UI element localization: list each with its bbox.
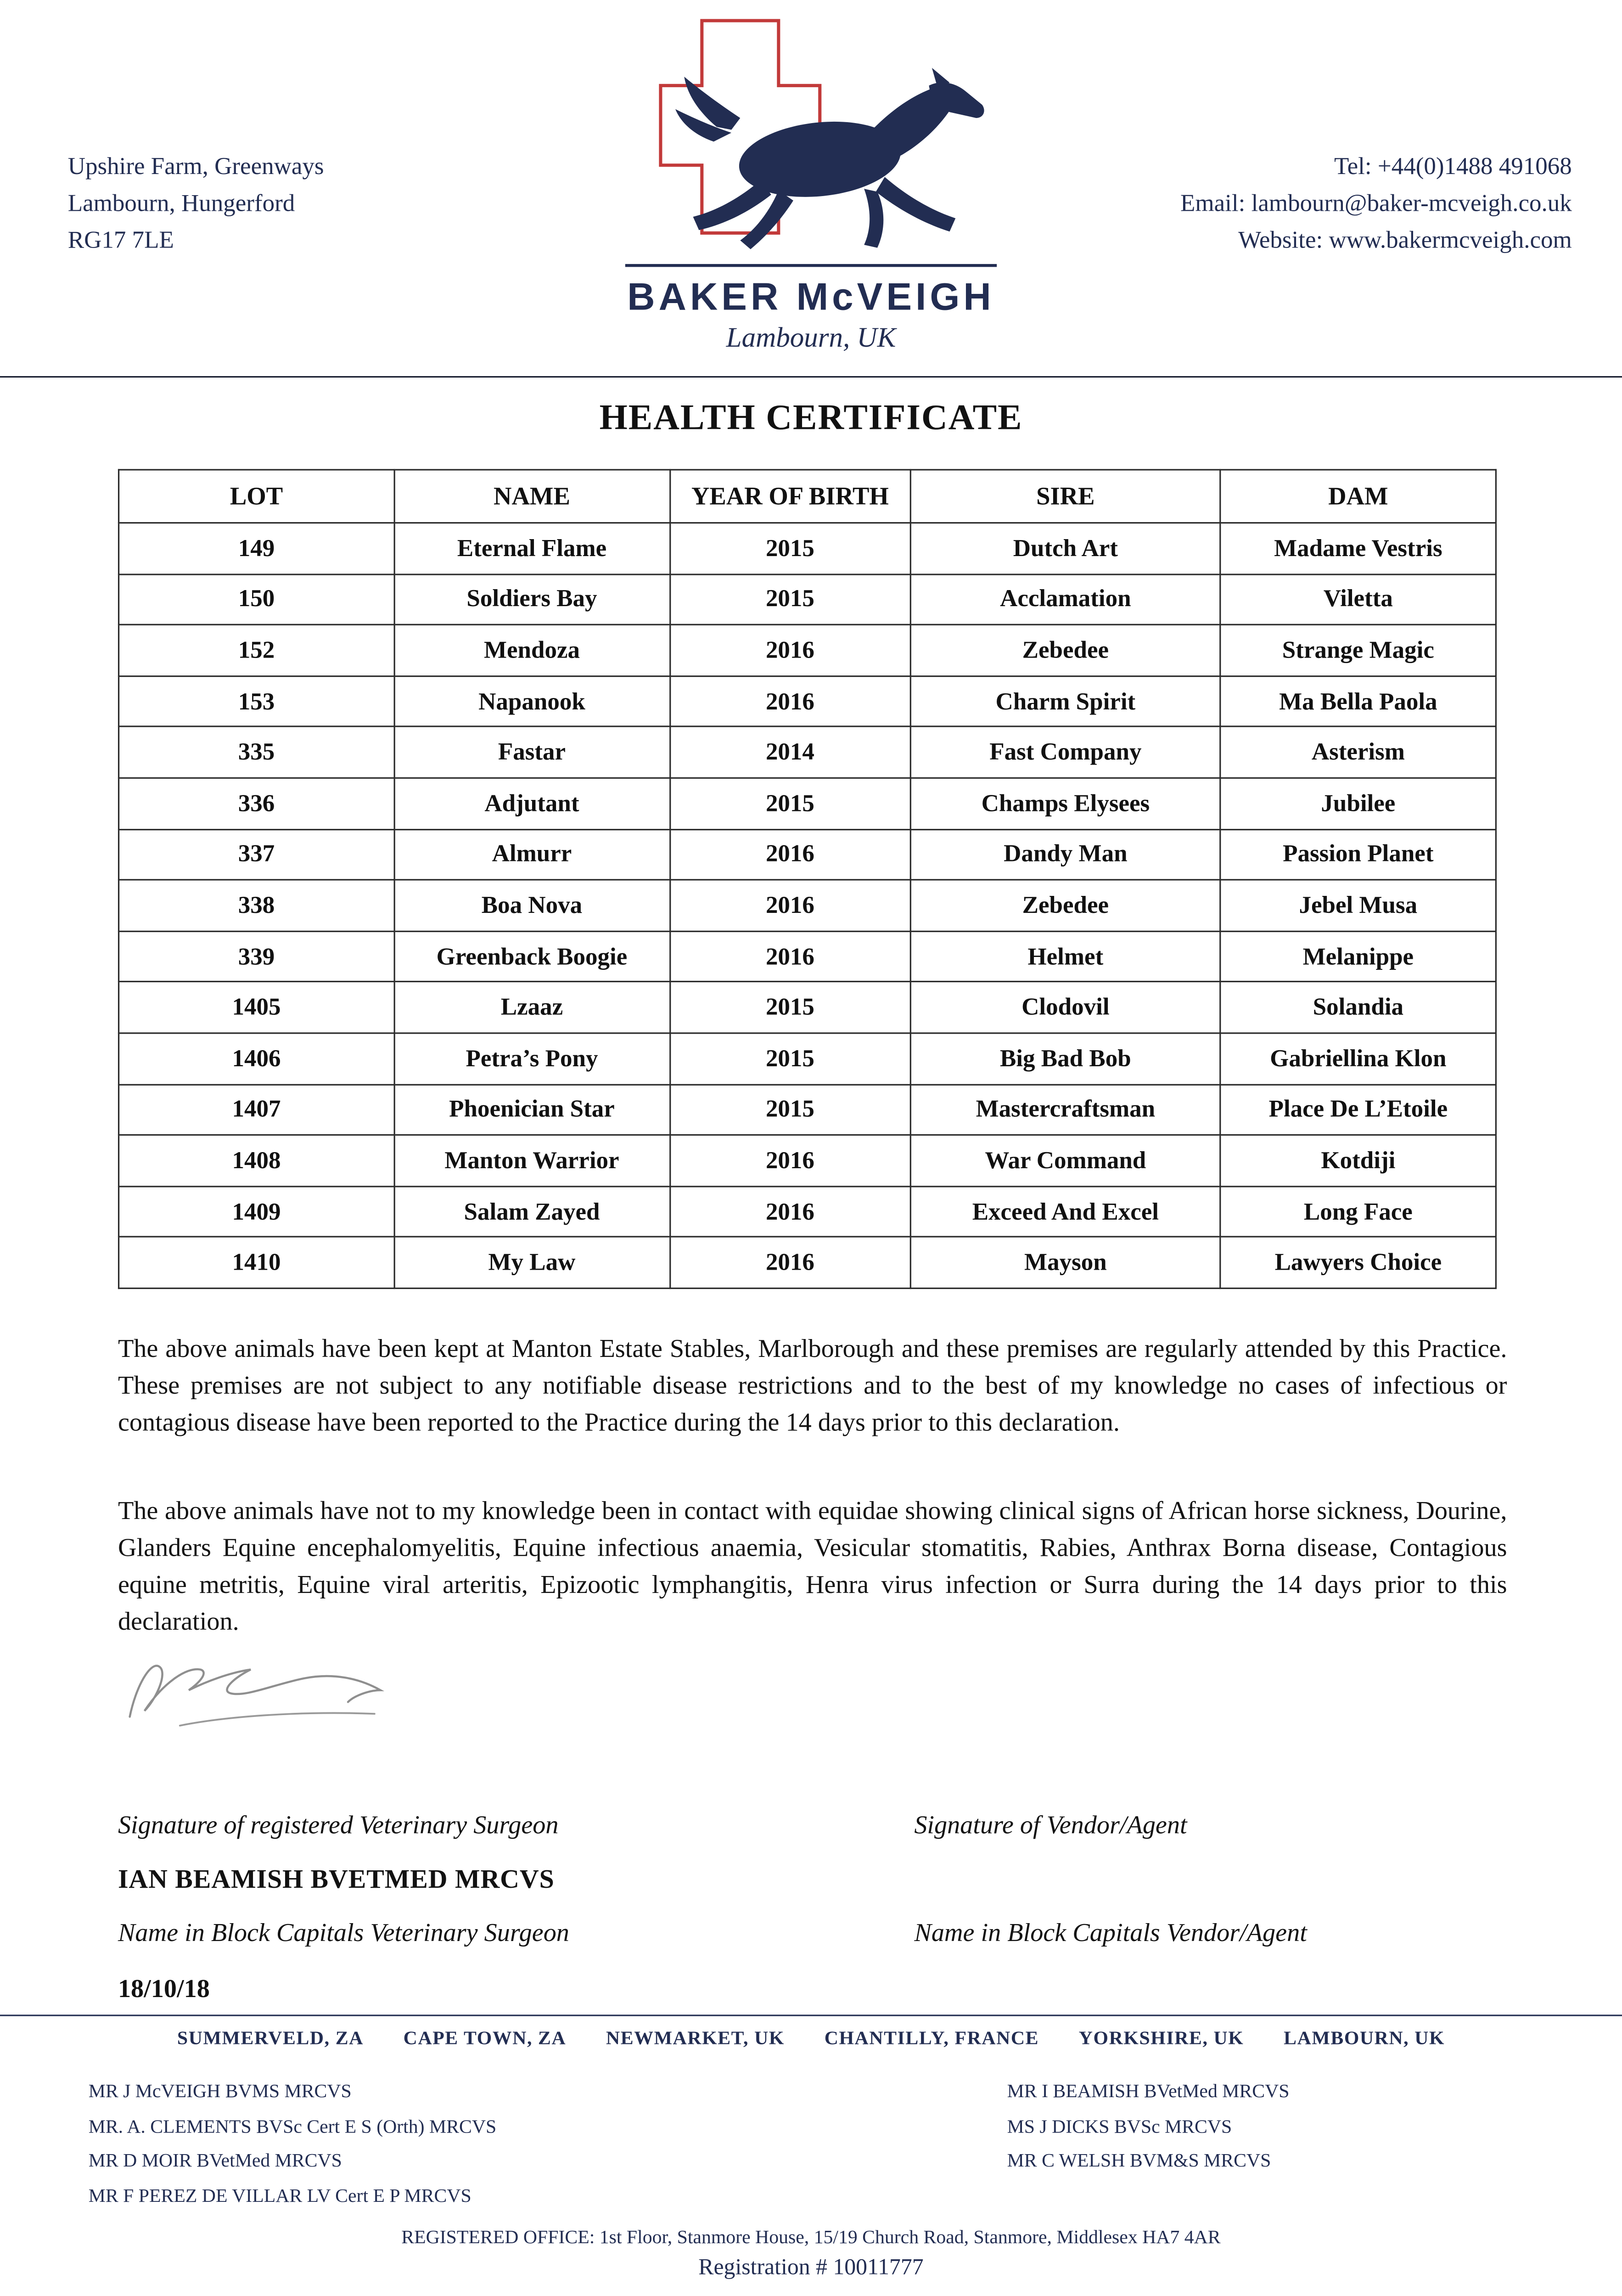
logo-divider bbox=[625, 264, 997, 267]
table-row bbox=[119, 829, 1496, 880]
table-cell: Fastar bbox=[394, 727, 670, 778]
table-cell: Mayson bbox=[910, 1237, 1220, 1288]
table-cell: 1410 bbox=[119, 1237, 394, 1288]
staff-column-left bbox=[89, 2074, 497, 2212]
table-cell: Kotdiji bbox=[1220, 1135, 1496, 1186]
table-cell: 337 bbox=[119, 829, 394, 880]
column-header: YEAR OF BIRTH bbox=[669, 470, 910, 523]
footer-location: SUMMERVELD, ZA bbox=[177, 2026, 364, 2049]
table-cell: 2016 bbox=[669, 625, 910, 676]
table-cell: 2015 bbox=[669, 778, 910, 829]
table-row bbox=[119, 982, 1496, 1033]
staff-name: MR F PEREZ DE VILLAR LV Cert E P MRCVS bbox=[88, 2183, 471, 2206]
column-header: SIRE bbox=[910, 470, 1220, 523]
table-cell: Mastercraftsman bbox=[910, 1084, 1220, 1135]
table-row bbox=[119, 880, 1496, 931]
signature-label-vet: Signature of registered Veterinary Surgeon bbox=[118, 1809, 559, 1840]
table-cell: Petra’s Pony bbox=[394, 1033, 670, 1084]
brand-name: BAKER McVEIGH bbox=[627, 274, 995, 319]
table-cell: 1406 bbox=[119, 1033, 394, 1084]
table-cell: Zebedee bbox=[910, 625, 1220, 676]
table-cell: 2016 bbox=[669, 931, 910, 982]
staff-name: MR D MOIR BVetMed MRCVS bbox=[88, 2149, 342, 2171]
column-header: NAME bbox=[394, 470, 670, 523]
table-row bbox=[119, 1084, 1496, 1135]
table-cell: Helmet bbox=[910, 931, 1220, 982]
signature-labels-row bbox=[118, 1810, 1533, 1840]
table-cell: Salam Zayed bbox=[394, 1186, 670, 1237]
table-cell: Jebel Musa bbox=[1220, 880, 1496, 931]
staff-name: MR I BEAMISH BVetMed MRCVS bbox=[1007, 2079, 1290, 2102]
brand-location: Lambourn, UK bbox=[726, 323, 896, 354]
table-cell: Boa Nova bbox=[394, 880, 670, 931]
vet-name: IAN BEAMISH BVETMED MRCVS bbox=[118, 1864, 555, 1894]
table-cell: Soldiers Bay bbox=[394, 574, 670, 625]
table-cell: 149 bbox=[119, 523, 394, 574]
table-cell: 1407 bbox=[119, 1084, 394, 1135]
table-cell: Dutch Art bbox=[910, 523, 1220, 574]
registration-number: Registration # 10011777 bbox=[698, 2255, 924, 2280]
name-labels-row bbox=[118, 1917, 1533, 1948]
table-cell: Dandy Man bbox=[910, 829, 1220, 880]
table-cell: Clodovil bbox=[910, 982, 1220, 1033]
table-cell: 2016 bbox=[669, 1237, 910, 1288]
address-line: Upshire Farm, Greenways bbox=[67, 152, 324, 180]
practice-address bbox=[68, 147, 324, 258]
contact-line: Website: www.bakermcveigh.com bbox=[1238, 225, 1572, 254]
table-cell: Ma Bella Paola bbox=[1220, 676, 1496, 727]
table-cell: Big Bad Bob bbox=[910, 1033, 1220, 1084]
footer-location: LAMBOURN, UK bbox=[1284, 2026, 1445, 2049]
table-cell: Asterism bbox=[1220, 727, 1496, 778]
footer-location: YORKSHIRE, UK bbox=[1078, 2026, 1244, 2049]
table-row bbox=[119, 727, 1496, 778]
staff-name: MR C WELSH BVM&S MRCVS bbox=[1007, 2149, 1271, 2171]
table-row bbox=[119, 1033, 1496, 1084]
table-cell: 2015 bbox=[669, 523, 910, 574]
staff-name: MS J DICKS BVSc MRCVS bbox=[1007, 2114, 1232, 2137]
table-cell: Adjutant bbox=[394, 778, 670, 829]
table-cell: 153 bbox=[119, 676, 394, 727]
table-cell: Lawyers Choice bbox=[1220, 1237, 1496, 1288]
table-cell: Zebedee bbox=[910, 880, 1220, 931]
table-cell: Manton Warrior bbox=[394, 1135, 670, 1186]
table-cell: Mendoza bbox=[394, 625, 670, 676]
footer-location: CAPE TOWN, ZA bbox=[403, 2026, 567, 2049]
table-cell: Melanippe bbox=[1220, 931, 1496, 982]
name-label-vendor: Name in Block Capitals Vendor/Agent bbox=[914, 1917, 1307, 1947]
table-cell: Long Face bbox=[1220, 1186, 1496, 1237]
staff-name: MR. A. CLEMENTS BVSc Cert E S (Orth) MRCVS bbox=[88, 2114, 497, 2137]
column-header: LOT bbox=[119, 470, 394, 523]
table-cell: 2015 bbox=[669, 1033, 910, 1084]
table-cell: Phoenician Star bbox=[394, 1084, 670, 1135]
table-cell: 2014 bbox=[669, 727, 910, 778]
table-cell: Charm Spirit bbox=[910, 676, 1220, 727]
table-cell: 2016 bbox=[669, 880, 910, 931]
table-row bbox=[119, 1237, 1496, 1288]
address-line: RG17 7LE bbox=[67, 225, 174, 254]
footer-location: NEWMARKET, UK bbox=[606, 2026, 785, 2049]
table-cell: 336 bbox=[119, 778, 394, 829]
table-cell: War Command bbox=[910, 1135, 1220, 1186]
certificate-date: 18/10/18 bbox=[118, 1973, 210, 2003]
table-cell: 1405 bbox=[119, 982, 394, 1033]
practice-logo bbox=[625, 12, 997, 254]
staff-name: MR J McVEIGH BVMS MRCVS bbox=[88, 2079, 352, 2102]
table-row bbox=[119, 1186, 1496, 1237]
column-header: DAM bbox=[1220, 470, 1496, 523]
table-row bbox=[119, 676, 1496, 727]
signature-label-vendor: Signature of Vendor/Agent bbox=[914, 1809, 1187, 1840]
footer-locations bbox=[0, 2026, 1622, 2050]
table-cell: 2016 bbox=[669, 1186, 910, 1237]
name-label-vet: Name in Block Capitals Veterinary Surgeon bbox=[118, 1917, 569, 1947]
table-cell: Eternal Flame bbox=[394, 523, 670, 574]
horse-table bbox=[118, 469, 1497, 1289]
page-title: HEALTH CERTIFICATE bbox=[599, 398, 1023, 438]
table-cell: Jubilee bbox=[1220, 778, 1496, 829]
table-cell: Exceed And Excel bbox=[910, 1186, 1220, 1237]
table-cell: 152 bbox=[119, 625, 394, 676]
table-cell: Acclamation bbox=[910, 574, 1220, 625]
table-row bbox=[119, 1135, 1496, 1186]
declaration-paragraph-1: The above animals have been kept at Manton Estate Stables, Marlborough and these premises are regularly attended by this Practice. These premises are not subject to any notifiable disease restrictions and to the best of my knowledge no cases of infectious or contagious disease have been reported to the Practice during the 14 days prior to this declaration. bbox=[118, 1333, 1507, 1437]
table-cell: Almurr bbox=[394, 829, 670, 880]
table-row bbox=[119, 625, 1496, 676]
table-cell: Passion Planet bbox=[1220, 829, 1496, 880]
practice-contact bbox=[1180, 147, 1572, 258]
declaration-paragraph-2: The above animals have not to my knowledge been in contact with equidae showing clinical signs of African horse sickness, Dourine, Glanders Equine encephalomyelitis, Equine infectious anaemia, Vesicular stomatitis, Rabies, Anthrax Borna disease, Contagious equine metritis, Equine viral arteritis, Epizootic lymphangitis, Henra virus infection or Surra during the 14 days prior to this declaration. bbox=[118, 1495, 1507, 1636]
table-cell: 339 bbox=[119, 931, 394, 982]
table-row bbox=[119, 523, 1496, 574]
table-body bbox=[119, 523, 1496, 1289]
table-cell: Greenback Boogie bbox=[394, 931, 670, 982]
table-cell: My Law bbox=[394, 1237, 670, 1288]
table-cell: 338 bbox=[119, 880, 394, 931]
footer-location: CHANTILLY, FRANCE bbox=[824, 2026, 1039, 2049]
table-cell: Champs Elysees bbox=[910, 778, 1220, 829]
table-cell: Madame Vestris bbox=[1220, 523, 1496, 574]
table-cell: 2016 bbox=[669, 1135, 910, 1186]
table-row bbox=[119, 931, 1496, 982]
table-cell: 335 bbox=[119, 727, 394, 778]
table-cell: Gabriellina Klon bbox=[1220, 1033, 1496, 1084]
table-cell: 1409 bbox=[119, 1186, 394, 1237]
footer-divider bbox=[0, 2015, 1622, 2016]
table-cell: Viletta bbox=[1220, 574, 1496, 625]
table-cell: Strange Magic bbox=[1220, 625, 1496, 676]
address-line: Lambourn, Hungerford bbox=[67, 189, 295, 217]
registered-office: REGISTERED OFFICE: 1st Floor, Stanmore House, 15/19 Church Road, Stanmore, Middlesex HA7 4AR bbox=[401, 2225, 1221, 2248]
header-divider bbox=[0, 376, 1622, 377]
table-cell: 2015 bbox=[669, 982, 910, 1033]
signature-scribble bbox=[121, 1646, 423, 1737]
table-cell: 2016 bbox=[669, 829, 910, 880]
table-cell: Place De L’Etoile bbox=[1220, 1084, 1496, 1135]
table-row bbox=[119, 778, 1496, 829]
contact-line: Tel: +44(0)1488 491068 bbox=[1334, 152, 1572, 180]
table-row bbox=[119, 574, 1496, 625]
contact-line: Email: lambourn@baker-mcveigh.co.uk bbox=[1180, 189, 1572, 217]
table-cell: 2015 bbox=[669, 1084, 910, 1135]
table-cell: 2015 bbox=[669, 574, 910, 625]
table-cell: 1408 bbox=[119, 1135, 394, 1186]
table-cell: 150 bbox=[119, 574, 394, 625]
table-cell: Solandia bbox=[1220, 982, 1496, 1033]
table-cell: Lzaaz bbox=[394, 982, 670, 1033]
table-cell: 2016 bbox=[669, 676, 910, 727]
table-cell: Napanook bbox=[394, 676, 670, 727]
table-header-row bbox=[119, 470, 1496, 523]
staff-column-right bbox=[1007, 2074, 1290, 2178]
table-cell: Fast Company bbox=[910, 727, 1220, 778]
